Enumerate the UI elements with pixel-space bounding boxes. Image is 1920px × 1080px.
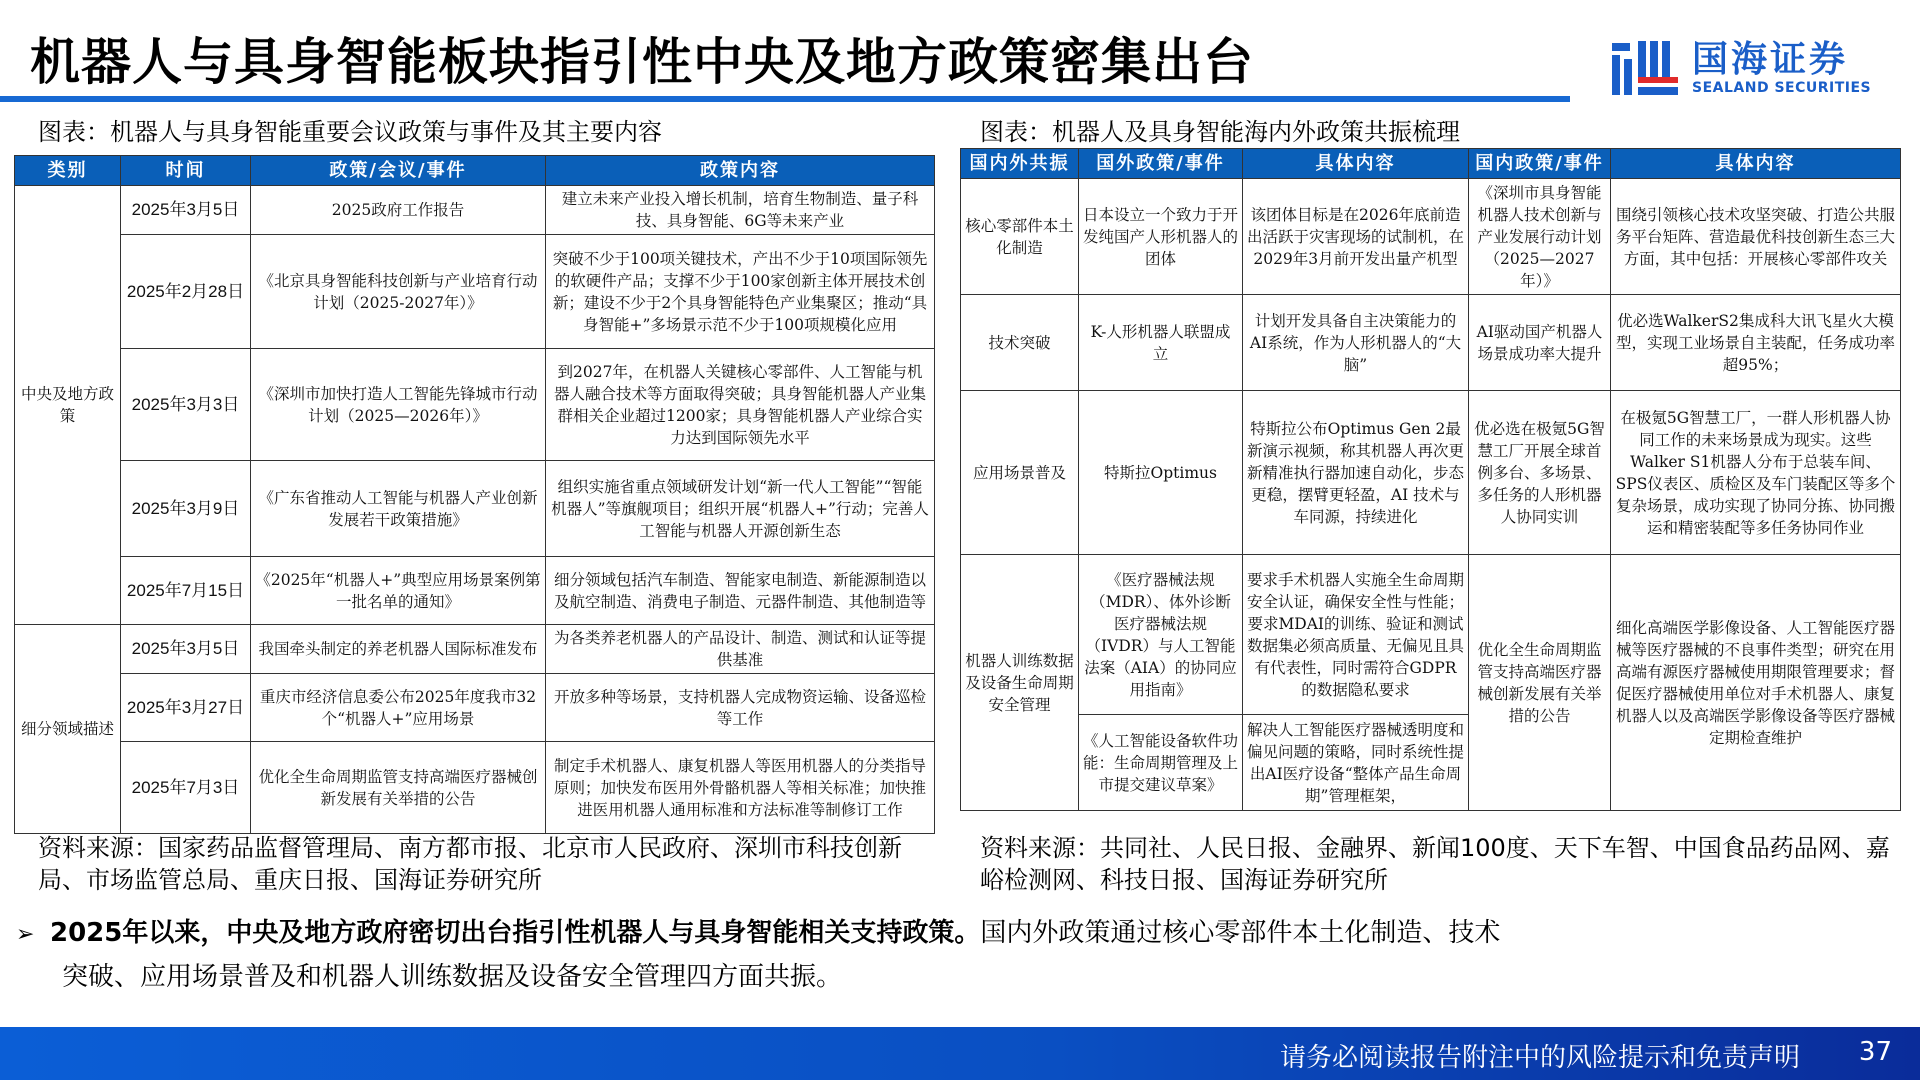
date-cell: 2025年7月15日 [121,557,251,625]
policy-cell: 《深圳市加快打造人工智能先锋城市行动计划（2025—2026年）》 [251,349,546,461]
foreign-detail-cell: 解决人工智能医疗器械透明度和偏见问题的策略，同时系统性提出AI医疗设备“整体产品生命周期”管理框架， [1243,715,1469,811]
column-header: 国外政策/事件 [1079,149,1243,179]
category-cell: 中央及地方政策 [15,186,121,625]
table-row [15,186,935,235]
logo-en-text: SEALAND SECURITIES [1692,80,1872,96]
sealand-logo-icon [1612,37,1682,99]
policy-cell: 我国牵头制定的养老机器人国际标准发布 [251,625,546,674]
date-cell: 2025年3月3日 [121,349,251,461]
theme-cell: 应用场景普及 [961,391,1079,555]
table-row [15,235,935,349]
policy-cell: 重庆市经济信息委公布2025年度我市32个“机器人+”应用场景 [251,674,546,742]
table-header-row [15,156,935,186]
policy-cell: 《2025年“机器人+”典型应用场景案例第一批名单的通知》 [251,557,546,625]
foreign-detail-cell: 该团体目标是在2026年底前造出活跃于灾害现场的试制机，在2029年3月前开发出量产机型 [1243,179,1469,295]
resonance-table [960,148,1901,811]
domestic-detail-cell: 围绕引领核心技术攻坚突破、打造公共服务平台矩阵、营造最优科技创新生态三大方面，其中包括：开展核心零部件攻关 [1611,179,1901,295]
theme-cell: 机器人训练数据及设备生命周期安全管理 [961,555,1079,811]
foreign-policy-cell: 《人工智能设备软件功能：生命周期管理及上市提交建议草案》 [1079,715,1243,811]
column-header: 具体内容 [1611,149,1901,179]
column-header: 国内外共振 [961,149,1079,179]
domestic-policy-cell: 优必选在极氪5G智慧工厂开展全球首例多台、多场景、多任务的人形机器人协同实训 [1469,391,1611,555]
table-row [15,557,935,625]
foreign-detail-cell: 特斯拉公布Optimus Gen 2最新演示视频，称其机器人再次更新精准执行器加速自动化，步态更稳，摆臂更轻盈，AI 技术与车同源，持续进化 [1243,391,1469,555]
domestic-detail-cell: 优必选WalkerS2集成科大讯飞星火大模型，实现工业场景自主装配，任务成功率超95%； [1611,295,1901,391]
summary-text-1: 国内外政策通过核心零部件本土化制造、技术 [980,918,1501,948]
domestic-policy-cell: AI驱动国产机器人场景成功率大提升 [1469,295,1611,391]
policy-cell: 优化全生命周期监管支持高端医疗器械创新发展有关举措的公告 [251,742,546,834]
date-cell: 2025年3月5日 [121,186,251,235]
page-title: 机器人与具身智能板块指引性中央及地方政策密集出台 [30,33,1254,91]
column-header: 国内政策/事件 [1469,149,1611,179]
content-cell: 开放多种等场景，支持机器人完成物资运输、设备巡检等工作 [546,674,935,742]
table-row [15,461,935,557]
domestic-detail-cell: 在极氪5G智慧工厂，一群人形机器人协同工作的未来场景成为现实。这些Walker S1机器人分布于总装车间、SPS仪表区、质检区及车门装配区等多个复杂场景，成功实现了协同分拣、协同搬运和精密装配等多任务协同作业 [1611,391,1901,555]
table-row [15,625,935,674]
table-row [961,391,1901,555]
disclaimer-text: 请务必阅读报告附注中的风险提示和免责声明 [1279,1043,1800,1073]
title-rule-divider [0,96,1570,102]
table-row [15,742,935,834]
table-row [15,674,935,742]
domestic-policy-cell: 《深圳市具身智能机器人技术创新与产业发展行动计划（2025—2027年）》 [1469,179,1611,295]
date-cell: 2025年3月5日 [121,625,251,674]
content-cell: 到2027年，在机器人关键核心零部件、人工智能与机器人融合技术等方面取得突破；具身智能机器人产业集群相关企业超过1200家；具身智能机器人产业综合实力达到国际领先水平 [546,349,935,461]
table-header-row [961,149,1901,179]
content-cell: 组织实施省重点领域研发计划“新一代人工智能”“智能机器人”等旗舰项目；组织开展“机器人+”行动；完善人工智能与机器人开源创新生态 [546,461,935,557]
left-source-note: 资料来源：国家药品监督管理局、南方都市报、北京市人民政府、深圳市科技创新局、市场监管总局、重庆日报、国海证券研究所 [38,834,902,894]
page-number: 37 [1858,1037,1892,1067]
right-figure-caption: 图表：机器人及具身智能海内外政策共振梳理 [980,118,1460,146]
content-cell: 为各类养老机器人的产品设计、制造、测试和认证等提供基准 [546,625,935,674]
content-cell: 建立未来产业投入增长机制，培育生物制造、量子科技、具身智能、6G等未来产业 [546,186,935,235]
date-cell: 2025年3月9日 [121,461,251,557]
bullet-arrow-icon: ➢ [16,922,35,947]
column-header: 类别 [15,156,121,186]
column-header: 政策内容 [546,156,935,186]
column-header: 政策/会议/事件 [251,156,546,186]
category-cell: 细分领域描述 [15,625,121,834]
content-cell: 突破不少于100项关键技术，产出不少于10项国际领先的软硬件产品；支撑不少于100家创新主体开展技术创新；建设不少于2个具身智能特色产业集聚区；推动“具身智能+”多场景示范不少于100项规模化应用 [546,235,935,349]
summary-bold-text: 2025年以来，中央及地方政府密切出台指引性机器人与具身智能相关支持政策。 [50,918,981,948]
policy-cell: 《广东省推动人工智能与机器人产业创新发展若干政策措施》 [251,461,546,557]
column-header: 具体内容 [1243,149,1469,179]
logo-cn-text: 国海证券 [1692,39,1849,80]
foreign-detail-cell: 要求手术机器人实施全生命周期安全认证，确保安全性与性能；要求MDAI的训练、验证和测试数据集必须高质量、无偏见且具有代表性，同时需符合GDPR的数据隐私要求 [1243,555,1469,715]
table-row [961,555,1901,715]
right-source-note: 资料来源：共同社、人民日报、金融界、新闻100度、天下车智、中国食品药品网、嘉峪检测网、科技日报、国海证券研究所 [980,834,1890,894]
content-cell: 细分领域包括汽车制造、智能家电制造、新能源制造以及航空制造、消费电子制造、元器件制造、其他制造等 [546,557,935,625]
table-row [15,349,935,461]
date-cell: 2025年3月27日 [121,674,251,742]
summary-bullet [16,912,1896,998]
left-figure-caption: 图表：机器人与具身智能重要会议政策与事件及其主要内容 [38,118,662,146]
column-header: 时间 [121,156,251,186]
domestic-detail-cell: 细化高端医学影像设备、人工智能医疗器械等医疗器械的不良事件类型；研究在用高端有源医疗器械使用期限管理要求；督促医疗器械使用单位对手术机器人、康复机器人以及高端医学影像设备等医疗器械定期检查维护 [1611,555,1901,811]
date-cell: 2025年7月3日 [121,742,251,834]
policy-events-table [14,155,935,834]
table-row [961,179,1901,295]
theme-cell: 核心零部件本土化制造 [961,179,1079,295]
foreign-policy-cell: 《医疗器械法规（MDR）、体外诊断医疗器械法规（IVDR）与人工智能法案（AIA）的协同应用指南》 [1079,555,1243,715]
sealand-logo [1612,28,1882,108]
policy-cell: 《北京具身智能科技创新与产业培育行动计划（2025-2027年）》 [251,235,546,349]
policy-cell: 2025政府工作报告 [251,186,546,235]
footer-bar [0,1027,1920,1080]
theme-cell: 技术突破 [961,295,1079,391]
foreign-policy-cell: K-人形机器人联盟成立 [1079,295,1243,391]
foreign-policy-cell: 日本设立一个致力于开发纯国产人形机器人的团体 [1079,179,1243,295]
summary-text-2: 突破、应用场景普及和机器人训练数据及设备安全管理四方面共振。 [62,962,843,992]
domestic-policy-cell: 优化全生命周期监管支持高端医疗器械创新发展有关举措的公告 [1469,555,1611,811]
foreign-policy-cell: 特斯拉Optimus [1079,391,1243,555]
table-row [961,295,1901,391]
date-cell: 2025年2月28日 [121,235,251,349]
foreign-detail-cell: 计划开发具备自主决策能力的AI系统，作为人形机器人的“大脑” [1243,295,1469,391]
content-cell: 制定手术机器人、康复机器人等医用机器人的分类指导原则；加快发布医用外骨骼机器人等相关标准；加快推进医用机器人通用标准和方法标准等制修订工作 [546,742,935,834]
